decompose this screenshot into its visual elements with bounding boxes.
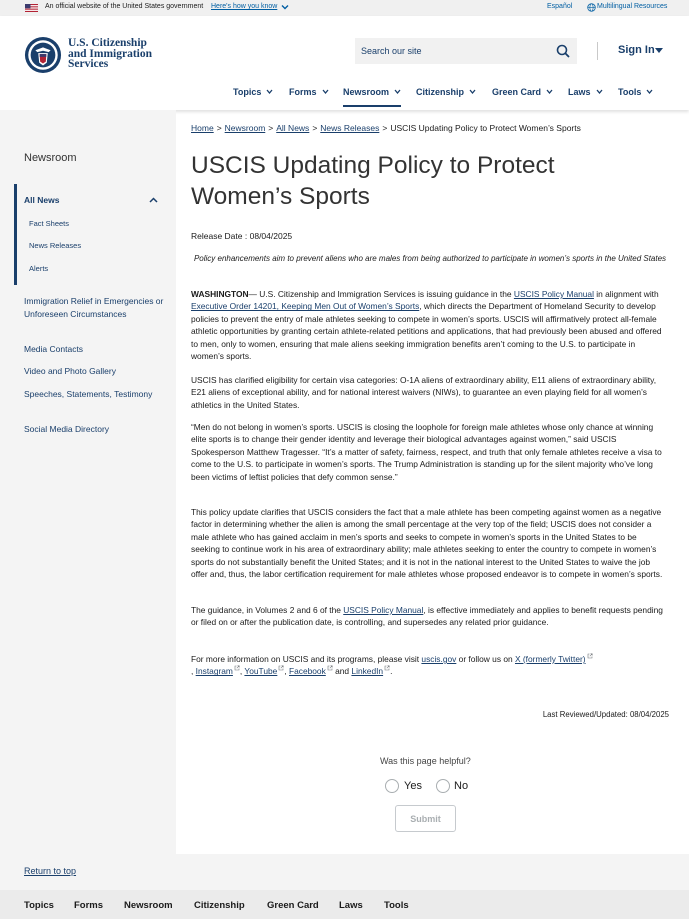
search-icon[interactable]	[556, 44, 570, 58]
release-date-value: 08/04/2025	[249, 231, 293, 241]
release-date	[191, 231, 292, 241]
nav-label: Citizenship	[416, 87, 465, 97]
chevron-down-icon	[596, 89, 603, 94]
search-input[interactable]	[361, 43, 541, 59]
paragraph-text: , which directs the Department of Homeland Security to develop policies to prevent the entry of male athletes seeking to compete in women’s sports. USCIS will affirmatively protect all-female athletic opportunities by granting certain athlete-related petitions and applications, that had previously been abused and offered to men, only to women, ensuring that male aliens seeking immigration benefits aren’t coming to the U.S. to participate in women’s sports.	[191, 301, 662, 362]
article-paragraph-1	[191, 288, 667, 362]
logo-line-2: and Immigration	[68, 47, 153, 60]
footer-nav	[0, 890, 689, 919]
sidebar-item-immigration-relief[interactable]: Immigration Relief in Emergencies or Unforeseen Circumstances	[24, 296, 164, 319]
facebook-link[interactable]: Facebook	[289, 666, 326, 677]
nav-citizenship[interactable]	[416, 87, 476, 107]
yes-radio[interactable]	[385, 779, 399, 793]
paragraph-text: and	[332, 666, 352, 677]
return-to-top-link[interactable]: Return to top	[24, 866, 77, 876]
article-paragraph-2: USCIS has clarified eligibility for certain visa categories: O-1A aliens of extraordinary ability, E11 aliens of extraordinary ability, E21 aliens of exceptional ability, and for national interest waivers (NIWs), to guarantee an even playing field for all women’s athletics in the United States.	[191, 375, 657, 410]
paragraph-text: in alignment with	[593, 289, 659, 299]
paragraph-text: — U.S. Citizenship and Immigration Services is issuing guidance in the	[248, 289, 514, 299]
policy-manual-link[interactable]: USCIS Policy Manual	[343, 605, 424, 615]
nav-label: Green Card	[492, 87, 542, 97]
breadcrumb-home[interactable]: Home	[191, 123, 214, 133]
sidebar-item-speeches[interactable]: Speeches, Statements, Testimony	[24, 389, 153, 399]
uscis-gov-link[interactable]: uscis.gov	[421, 654, 457, 664]
chevron-down-icon	[322, 89, 329, 94]
x-twitter-link[interactable]: X (formerly Twitter)	[514, 654, 586, 664]
us-flag-icon	[25, 4, 38, 12]
feedback-question: Was this page helpful?	[380, 756, 471, 766]
last-reviewed-label: Last Reviewed/Updated:	[542, 710, 628, 719]
nav-label: Newsroom	[343, 87, 390, 97]
external-link-icon	[587, 653, 593, 659]
policy-manual-link[interactable]: USCIS Policy Manual	[513, 289, 594, 299]
how-you-know-link[interactable]: Here's how you know	[211, 3, 278, 10]
multilingual-resources-link[interactable]: Multilingual Resources	[597, 3, 668, 10]
nav-newsroom[interactable]	[343, 87, 401, 107]
release-date-label: Release Date :	[191, 231, 248, 241]
paragraph-text: ,	[239, 666, 245, 677]
globe-icon	[587, 3, 596, 12]
no-radio[interactable]	[436, 779, 450, 793]
paragraph-text: ,	[191, 666, 196, 677]
article-paragraph-3: “Men do not belong in women’s sports. USCIS is closing the loophole for foreign male athletes whose only chance at winning elite sports is to change their gender identity and leverage their biological advantages against women,” said USCIS Spokesperson Matthew Tragesser. “It’s a matter of safety, fairness, respect, and truth that only female athletes receive a visa to come to the U.S. to participate in women’s sports. The Trump Administration is standing up for the silent majority who’ve long been victims of leftist policies that defy common sense.”	[191, 422, 662, 482]
sidebar-item-alerts[interactable]: Alerts	[29, 264, 49, 273]
breadcrumb-separator: >	[382, 123, 388, 133]
chevron-up-icon[interactable]	[149, 197, 158, 203]
breadcrumb-all-news[interactable]: All News	[276, 123, 310, 133]
sidebar-title: Newsroom	[24, 152, 77, 164]
nav-laws[interactable]	[568, 87, 603, 107]
footer-nav-newsroom[interactable]: Newsroom	[124, 900, 173, 911]
sidebar-group-all-news	[14, 184, 176, 285]
executive-order-link[interactable]: Executive Order 14201, Keeping Men Out of Women’s Sports	[191, 301, 420, 312]
chevron-down-icon[interactable]	[281, 3, 289, 11]
nav-label: Topics	[233, 87, 262, 97]
site-header	[0, 16, 689, 110]
instagram-link[interactable]: Instagram	[195, 666, 233, 677]
caret-down-icon[interactable]	[655, 48, 663, 54]
nav-forms[interactable]	[289, 87, 329, 107]
return-to-top-bar	[0, 854, 689, 890]
paragraph-text: ,	[284, 666, 289, 677]
article-subtitle: Policy enhancements aim to prevent aliens who are males from being authorized to participate in women’s sports in the United States	[193, 254, 667, 263]
chevron-down-icon	[546, 89, 553, 94]
breadcrumb-current: USCIS Updating Policy to Protect Women’s Sports	[390, 123, 581, 133]
footer-nav-citizenship[interactable]: Citizenship	[194, 900, 245, 911]
logo-line-1: U.S. Citizenship	[68, 37, 147, 49]
sidebar-item-social-media-directory[interactable]: Social Media Directory	[24, 424, 110, 434]
page-title: USCIS Updating Policy to Protect Women’s Sports	[191, 152, 555, 210]
footer-nav-forms[interactable]: Forms	[74, 900, 104, 911]
sidebar-item-video-photo-gallery[interactable]: Video and Photo Gallery	[24, 366, 116, 376]
espanol-link[interactable]: Español	[547, 3, 573, 10]
breadcrumb-separator: >	[268, 123, 274, 133]
nav-topics[interactable]	[233, 87, 273, 107]
paragraph-text: The guidance, in Volumes 2 and 6 of the	[191, 605, 344, 615]
main-nav	[0, 87, 689, 107]
dateline: WASHINGTON	[191, 289, 249, 299]
dhs-seal-logo[interactable]	[24, 36, 62, 74]
breadcrumb-separator: >	[312, 123, 318, 133]
nav-label: Tools	[618, 87, 642, 97]
chevron-down-icon	[266, 89, 273, 94]
breadcrumb-separator: >	[216, 123, 222, 133]
search-box	[355, 38, 577, 64]
last-reviewed-date: 08/04/2025	[629, 710, 669, 719]
gov-banner	[0, 0, 689, 16]
paragraph-text: , is effective immediately and applies to benefit requests pending or filed on or after the publication date, is controlling, and supersedes any related prior guidance.	[191, 605, 663, 628]
paragraph-text: For more information on USCIS and its programs, please visit	[191, 654, 422, 664]
paragraph-text: or follow us on	[456, 654, 515, 664]
article-paragraph-6	[191, 653, 667, 678]
footer-nav-topics[interactable]: Topics	[24, 900, 54, 911]
sidebar	[0, 110, 176, 854]
breadcrumb	[191, 123, 581, 133]
youtube-link[interactable]: YouTube	[244, 666, 278, 677]
footer-nav-tools[interactable]: Tools	[384, 900, 409, 911]
header-divider	[597, 42, 598, 60]
official-website-text: An official website of the United States government	[45, 3, 204, 10]
sidebar-item-all-news[interactable]: All News	[24, 195, 60, 205]
sidebar-item-media-contacts[interactable]: Media Contacts	[24, 344, 84, 354]
uscis-logo-text[interactable]	[68, 38, 152, 70]
nav-tools[interactable]	[618, 87, 653, 107]
last-reviewed	[191, 710, 669, 719]
chevron-down-icon	[394, 89, 401, 94]
sign-in-button[interactable]: Sign In	[618, 44, 655, 56]
no-label[interactable]: No	[454, 780, 469, 792]
nav-green-card[interactable]	[492, 87, 553, 107]
article-paragraph-4: This policy update clarifies that USCIS considers the fact that a male athlete has been competing against women as a negative factor in determining whether the alien is among the small percentage at the very top of the field; USCIS does not consider a male athlete who has gained acclaim in men’s sports and seeks to compete in women’s sports in the United States to be seeking to continue work in his area of extraordinary ability; male athletes seeking to enter the country to compete in women’s sports do not substantially benefit the United States; and it is not in the national interest to the United States to waive the job offer and, thus, the labor certification requirement for male athletes whose proposed endeavor is to compete in women’s sports.	[191, 507, 663, 580]
sidebar-item-fact-sheets[interactable]: Fact Sheets	[29, 219, 70, 228]
article-paragraph-5	[191, 604, 667, 629]
yes-label[interactable]: Yes	[404, 780, 422, 792]
breadcrumb-news-releases[interactable]: News Releases	[320, 123, 380, 133]
footer-nav-laws[interactable]: Laws	[339, 900, 363, 911]
nav-label: Laws	[568, 87, 591, 97]
linkedin-link[interactable]: LinkedIn	[351, 666, 384, 677]
paragraph-text: .	[390, 666, 393, 677]
logo-line-3: Services	[68, 58, 109, 70]
nav-label: Forms	[289, 87, 317, 97]
sidebar-item-news-releases[interactable]: News Releases	[29, 241, 82, 250]
submit-button[interactable]: Submit	[395, 805, 456, 832]
breadcrumb-newsroom[interactable]: Newsroom	[224, 123, 266, 133]
chevron-down-icon	[646, 89, 653, 94]
chevron-down-icon	[469, 89, 476, 94]
footer-nav-green-card[interactable]: Green Card	[267, 900, 319, 911]
